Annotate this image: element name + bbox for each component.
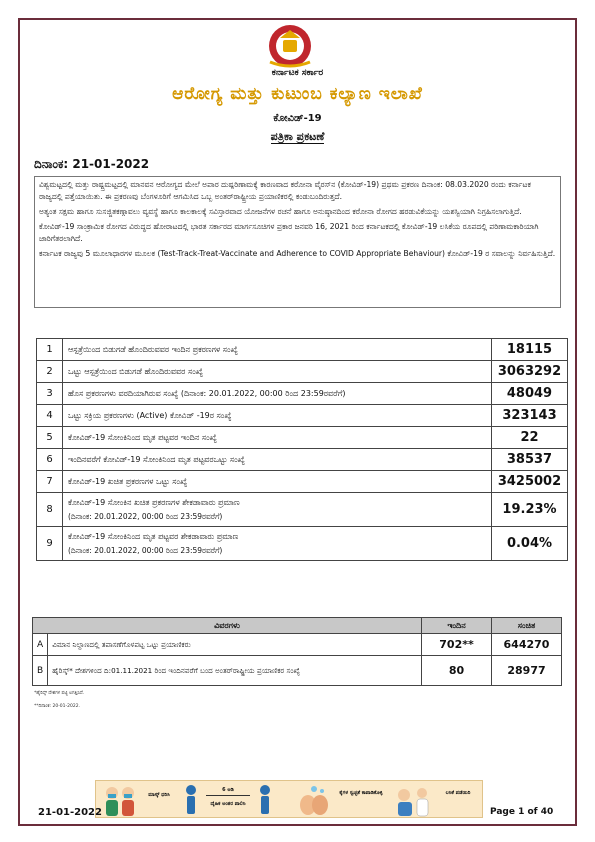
row-number: 5 [37,427,63,449]
table-row [37,383,568,405]
row-cumulative: 644270 [492,634,562,656]
row-today: 80 [422,656,492,686]
row-label: ಒಟ್ಟು ಆಸ್ಪತ್ರೆಯಿಂದ ಬಿಡುಗಡೆ ಹೊಂದಿರುವವರ ಸಂಖ್ಯೆ [63,361,492,383]
footnote-date: **ದಿನಾಂಕ: 20-01-2022. [34,704,81,709]
airport-screening-table [32,617,562,686]
table-row [37,361,568,383]
header-cumulative: ಸಂಚಿತ [492,618,562,634]
row-today: 702** [422,634,492,656]
table-row [33,656,562,686]
table-row [33,634,562,656]
row-number: 6 [37,449,63,471]
intro-paragraph-2: ಅತ್ಯಂತ ಸಕ್ಷಮ ಹಾಗೂ ಸುಸಜ್ಜಿತಕಣ್ಗಾವಲು ವ್ಯವಸ್ಥೆ ಹಾಗೂ ಕಾಲಕಾಲಕ್ಕೆ ಸವಿಸ್ತಾರವಾದ ಯೋಜನೆಗಳ ರಚನೆ ಹಾಗೂ ಅನುಷ್ಠಾನದಿಂದ ಕರೋನಾ ರೋಗದ ಹರಡುವಿಕೆಯನ್ನು ಯಶಸ್ವಿಯಾಗಿ ನಿಗ್ರಹಿಸಲಾಗುತ್ತಿದೆ. [39,207,522,216]
row-number: 7 [37,471,63,493]
row-value: 22 [492,427,568,449]
header-details: ವಿವರಗಳು [33,618,422,634]
row-letter: A [33,634,48,656]
row-letter: B [33,656,48,686]
row-label: ಒಟ್ಟು ಸಕ್ರಿಯ ಪ್ರಕರಣಗಳು (Active) ಕೋವಿಡ್ -19ರ ಸಂಖ್ಯೆ [63,405,492,427]
table-row [37,405,568,427]
row-value: 0.04% [492,527,568,561]
row-value: 19.23% [492,493,568,527]
table-row [37,427,568,449]
covid-appropriate-behaviour-banner [95,780,483,818]
banner-distance-top: 6 ಅಡಿ [222,787,234,793]
row-label: ಹೊಸ ಪ್ರಕರಣಗಳು ವರದಿಯಾಗಿರುವ ಸಂಖ್ಯೆ (ದಿನಾಂಕ: 20.01.2022, 00:00 ರಿಂದ 23:59ರವರೆಗೆ) [63,383,492,405]
row-label: ಕೋವಿಡ್-19 ಸೋಂಕಿನಿಂದ ಮೃತ ಪಟ್ಟವರ ಶೇಕಡಾವಾರು ಪ್ರಮಾಣ [68,531,239,541]
row-label: ಕೋವಿಡ್-19 ಖಚಿತ ಪ್ರಕರಣಗಳ ಒಟ್ಟು ಸಂಖ್ಯೆ [63,471,492,493]
row-label: ಹೈರಿಸ್ಕ್* ದೇಶಗಳಿಂದ ದಿ:01.11.2021 ರಿಂದ ಇಂದಿನವರೆಗೆ ಬಂದ ಅಂತರ್‌ರಾಷ್ಟ್ರೀಯ ಪ್ರಯಾಣಿಕರ ಸಂಖ್ಯೆ [48,656,422,686]
press-release-title [0,130,595,144]
hand-wash-icon [294,781,334,819]
row-cumulative: 28977 [492,656,562,686]
table-row [37,471,568,493]
vaccination-icon [390,781,434,819]
row-label: ಆಸ್ಪತ್ರೆಯಿಂದ ಬಿಡುಗಡೆ ಹೊಂದಿರುವವರ ಇಂದಿನ ಪ್ರಕರಣಗಳ ಸಂಖ್ಯೆ [63,339,492,361]
row-number: 2 [37,361,63,383]
banner-mask-text: ಮಾಸ್ಕ್ ಧರಿಸಿ [148,792,170,798]
row-value: 3063292 [492,361,568,383]
row-number: 9 [37,527,63,561]
row-value: 48049 [492,383,568,405]
intro-box [34,176,561,308]
row-sublabel: (ದಿನಾಂಕ: 20.01.2022, 00:00 ರಿಂದ 23:59ರವರೆಗೆ) [68,511,223,521]
row-label-cell [63,493,492,527]
row-value: 323143 [492,405,568,427]
row-number: 4 [37,405,63,427]
row-number: 3 [37,383,63,405]
row-number: 1 [37,339,63,361]
row-sublabel: (ದಿನಾಂಕ: 20.01.2022, 00:00 ರಿಂದ 23:59ರವರೆಗೆ) [68,545,223,555]
karnataka-emblem-icon [258,22,322,68]
government-label: ಕರ್ನಾಟಕ ಸರ್ಕಾರ [271,68,324,78]
banner-distance-text: ದೈಹಿಕ ಅಂತರ ಪಾಲಿಸಿ [210,801,246,807]
department-title: ಆರೋಗ್ಯ ಮತ್ತು ಕುಟುಂಬ ಕಲ್ಯಾಣ ಇಲಾಖೆ [172,84,423,104]
row-label: ವಿಮಾನ ನಿಲ್ದಾಣದಲ್ಲಿ ತಪಾಸಣೆಗೊಳಪಟ್ಟ ಒಟ್ಟು ಪ್ರಯಾಣಿಕರು [48,634,422,656]
person-right-icon [254,781,276,819]
intro-paragraph-4: ಕರ್ನಾಟಕ ರಾಜ್ಯವು 5 ಮೂಲಾಧಾರಗಳ ಮೂಲಕ (Test-Track-Treat-Vaccinate and Adherence to COVID Appropriate Behaviour) ಕೋವಿಡ್-19 ರ ಸವಾಲನ್ನು ನಿರ್ವಹಿಸುತ್ತಿದೆ. [39,249,556,258]
covid-stats-table [36,338,568,561]
row-label: ಇಂದಿನವರೆಗೆ ಕೋವಿಡ್-19 ಸೋಂಕಿನಿಂದ ಮೃತ ಪಟ್ಟವರಒಟ್ಟು ಸಂಖ್ಯೆ [63,449,492,471]
masked-people-icon [100,781,140,819]
row-number: 8 [37,493,63,527]
footnote-high-risk: *ಹೈರಿಸ್ಕ್ ದೇಶಗಳ ಪಟ್ಟಿ ಲಗತ್ತಿಸಿದೆ. [34,691,85,696]
row-label-cell [63,527,492,561]
release-date: ದಿನಾಂಕ: 21-01-2022 [34,157,150,171]
table-header-row [33,618,562,634]
table-row [37,449,568,471]
row-value: 38537 [492,449,568,471]
row-label: ಕೋವಿಡ್-19 ಸೋಂಕಿನಿಂದ ಮೃತ ಪಟ್ಟವರ ಇಂದಿನ ಸಂಖ್ಯೆ [63,427,492,449]
page-number: Page 1 of 40 [490,807,554,817]
person-left-icon [180,781,202,819]
intro-paragraph-1: ವಿಶ್ವಮಟ್ಟದಲ್ಲಿ ಮತ್ತು ರಾಷ್ಟ್ರಮಟ್ಟದಲ್ಲಿ ಮಾನವನ ಆರೋಗ್ಯದ ಮೇಲೆ ಅಪಾರ ದುಷ್ಪರಿಣಾಮಕ್ಕೆ ಕಾರಣವಾದ ಕರೋನಾ ವೈರಸ್‌ನ (ಕೋವಿಡ್-19) ಪ್ರಥಮ ಪ್ರಕರಣ ದಿನಾಂಕ: 08.03.2020 ರಂದು ಕರ್ನಾಟಕ ರಾಜ್ಯದಲ್ಲಿ ಪತ್ತೆಯಾಯಿತು. ಈ ಪ್ರಕರಣವು ಬೆಂಗಳೂರಿಗೆ ಆಗಮಿಸಿದ ಒಬ್ಬ ಅಂತರ್‌ರಾಷ್ಟ್ರೀಯ ಪ್ರಯಾಣಿಕರಲ್ಲಿ ಕಂಡುಬಂದಿರುತ್ತದೆ. [39,180,531,201]
row-value: 18115 [492,339,568,361]
distance-arrow-icon [206,795,250,796]
banner-vaccine-text: ಲಸಿಕೆ ಪಡೆಯಿರಿ [445,790,471,796]
row-value: 3425002 [492,471,568,493]
table-row [37,527,568,561]
press-release-text: ಪತ್ರಿಕಾ ಪ್ರಕಟಣೆ [270,130,325,143]
table-row [37,339,568,361]
row-label: ಕೋವಿಡ್-19 ಸೋಂಕಿನ ಖಚಿತ ಪ್ರಕರಣಗಳ ಶೇಕಡಾವಾರು ಪ್ರಮಾಣ [68,497,240,507]
banner-wash-text: ಕೈಗಳ ಸ್ವಚ್ಛತೆ ಕಾಪಾಡಿಕೊಳ್ಳಿ [339,790,383,796]
footer-date: 21-01-2022 [38,807,102,818]
table-row [37,493,568,527]
header-today: ಇಂದಿನ [422,618,492,634]
intro-paragraph-3: ಕೋವಿಡ್-19 ಸಾಂಕ್ರಾಮಿಕ ರೋಗದ ವಿರುದ್ಧದ ಹೋರಾಟದಲ್ಲಿ ಭಾರತ ಸರ್ಕಾರದ ಮಾರ್ಗಸೂಚಿಗಳ ಪ್ರಕಾರ ಜನವರಿ 16, 2021 ರಿಂದ ಕರ್ನಾಟಕದಲ್ಲಿ ಕೋವಿಡ್-19 ಲಸಿಕೆಯ ರೂಪದಲ್ಲಿ ಪರಿಣಾಮಕಾರಿಯಾಗಿ ಜಾರಿಗೆತರಲಾಗಿದೆ. [39,222,539,243]
covid-title: ಕೋವಿಡ್-19 [273,113,322,124]
